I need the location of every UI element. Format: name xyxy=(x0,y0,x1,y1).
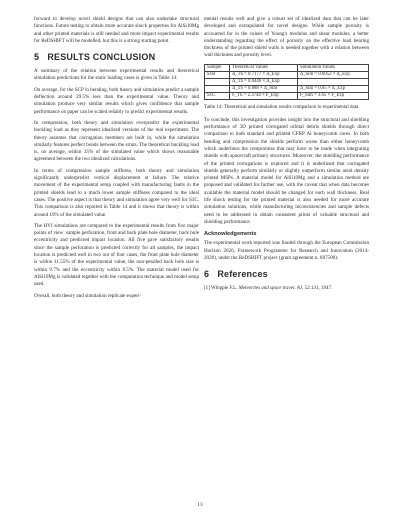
table-cell: Δ_Th = 0.888 × Δ_Sim xyxy=(230,85,298,92)
page-number: 13 xyxy=(197,502,203,508)
table-header: Simulation Values xyxy=(297,64,368,71)
intro-paragraph: mental results well and give a robust set of idealized data that can be later developed and extrapolated for novel designs. While sample porosity is accounted for in the values of Young's modulus and shear modulus, a better understanding regarding the effect of porosity on the effective load bearing thickness of the printed shield walls is needed together with a relation between wall thickness and porosity level. xyxy=(204,16,369,59)
table-cell xyxy=(205,85,230,92)
table-cell xyxy=(205,78,230,85)
left-column xyxy=(34,16,199,304)
table-cell: Δ_Th = 0.0446 × Δ_Exp xyxy=(230,78,298,85)
table-header: Sample xyxy=(205,64,230,71)
reference-label: [1] xyxy=(204,286,210,292)
reference-authors: Whipple F.L. xyxy=(211,286,238,292)
table-row xyxy=(205,71,369,78)
table-cell xyxy=(297,78,368,85)
table-caption: Table 14: Theoretical and simulation results comparison to experimental data xyxy=(204,104,359,110)
table-cell: S1C xyxy=(205,92,230,99)
body-paragraph: On average, for the SCP in bending, both theory and simulation predict a sample deflection around 29.5% less than the experimental value. Theory and simulation produce very similar results which gives confidence that sample performance on paper can be scaled reliably to predict experimental results. xyxy=(34,86,199,115)
table-cell: F_Th = 2.3744 × F_Exp xyxy=(230,92,298,99)
table-cell: F_Sim = 3.65 × F_Exp xyxy=(297,92,368,99)
table-header: Theoretical Values xyxy=(230,64,298,71)
table-cell: S1B xyxy=(205,71,230,78)
acknowledgements-text: The experimental work reported was funded through the European Commission Horizon 2020, Framework Programme for Research and Innovation (2014-2020), under the ReDSHIFT project (grant agreement n. 687500). xyxy=(204,240,369,261)
table-cell: Δ_Th = 0.7177 × Δ_Exp xyxy=(230,71,298,78)
reference-title: Meteorites and space travel. xyxy=(238,286,296,292)
table-header-row xyxy=(205,64,369,71)
right-column xyxy=(204,16,369,292)
references-number: 6 xyxy=(204,269,210,280)
body-paragraph: Overall, both theory and simulation replicate experi- xyxy=(34,292,142,299)
section-heading xyxy=(34,52,199,62)
section-number: 5 xyxy=(34,52,40,63)
reference-item xyxy=(204,285,369,292)
body-paragraph: In terms of compression sample stiffness, both theory and simulation significantly underpredict vertical displacement at failure. The relative movement of the experimental setup coupled with manufacturing faults in the printed shields lead to a much lower sample stiffness compared to the ideal cases. The positive aspect is that theory and simulation agree very well for S1C. This comparison is also reported in Table 14 and it shows that theory is within around 10% of the simulated value. xyxy=(34,167,199,218)
acknowledgements-heading: Acknowledgements xyxy=(204,231,257,238)
references-heading xyxy=(204,269,369,279)
body-paragraph: The HVI simulations are compared to the experimental results from five major points of view: sample perforation, front and back plate hole diameter, back hole eccentricity and predicted impact location. All five gave satisfactory results since the sample perforation is predicted correctly for all samples, the impact location is predicted well in two out of four cases, the front plate hole diameter is within 11.55% of the experimental value, the non-petalled back hole size is within 9.7% and the eccentricity within 8.5%. The material model used for AlSi10Mg is validated together with the computation technique and model setup used. xyxy=(34,222,199,288)
results-table xyxy=(204,64,369,100)
section-title: RESULTS CONCLUSION xyxy=(47,52,156,63)
reference-journal: AJ, xyxy=(296,286,304,292)
intro-paragraph: forward to develop novel shield designs that can also undertake structural functions. Future testing to obtain more accurate shock properties for AlSi10Mg and other printed materials is still needed and more impact experimental results for ReDSHIFT will be modelled, but this is a strong starting point. xyxy=(34,16,199,44)
references-title: References xyxy=(217,269,268,280)
table-cell: Δ_Sim = 0.6952 × Δ_Exp xyxy=(297,71,368,78)
table-row xyxy=(205,85,369,92)
reference-detail: 52:131, 1947. xyxy=(304,286,333,292)
table-row xyxy=(205,78,369,85)
body-paragraph: In compression, both theory and simulation overpredict the experimental buckling load as they represent idealized versions of the real experiment. The theory assumes that corrugation members are built in, while the simulation similarly features perfect bonds between the struts. The theoretical buckling load is, on average, within 35% of the simulated value which shows reasonable agreement between the two idealized calculations. xyxy=(34,119,199,163)
body-paragraph: A summary of the relation between experimental results and theoretical simulation predictions for the static loading cases is given in Table 14. xyxy=(34,68,199,82)
table-cell: Δ_Sim = 0.05 × Δ_Exp xyxy=(297,85,368,92)
body-paragraph: To conclude, this investigation provides insight into the structural and shielding performance of 3D printed corrugated orbital debris shields through direct comparison to both standard and printed CFRP Al honeycomb cores. In both bending and compression the shields perform worse than either honeycomb which underlines the compromise that may have to be made when integrating shields with spacecraft primary structures. Moreover, the shielding performance of the printed corrugations is explored and it is underlined that corrugated shields generally perform similarly or slightly outperform similar areal density printed MSPs. A material model for AlSi10Mg and a simulation method are proposed and validated for further use, with the caveat that when data becomes available the material model should be changed for each wall thickness. Real life shock testing for the printed material is also needed for more accurate simulation solutions, while manufacturing inconsistencies and sample defects need to be addressed to obtain consistent prints of valuable structural and shielding performance. xyxy=(204,116,369,225)
table-row xyxy=(205,92,369,99)
